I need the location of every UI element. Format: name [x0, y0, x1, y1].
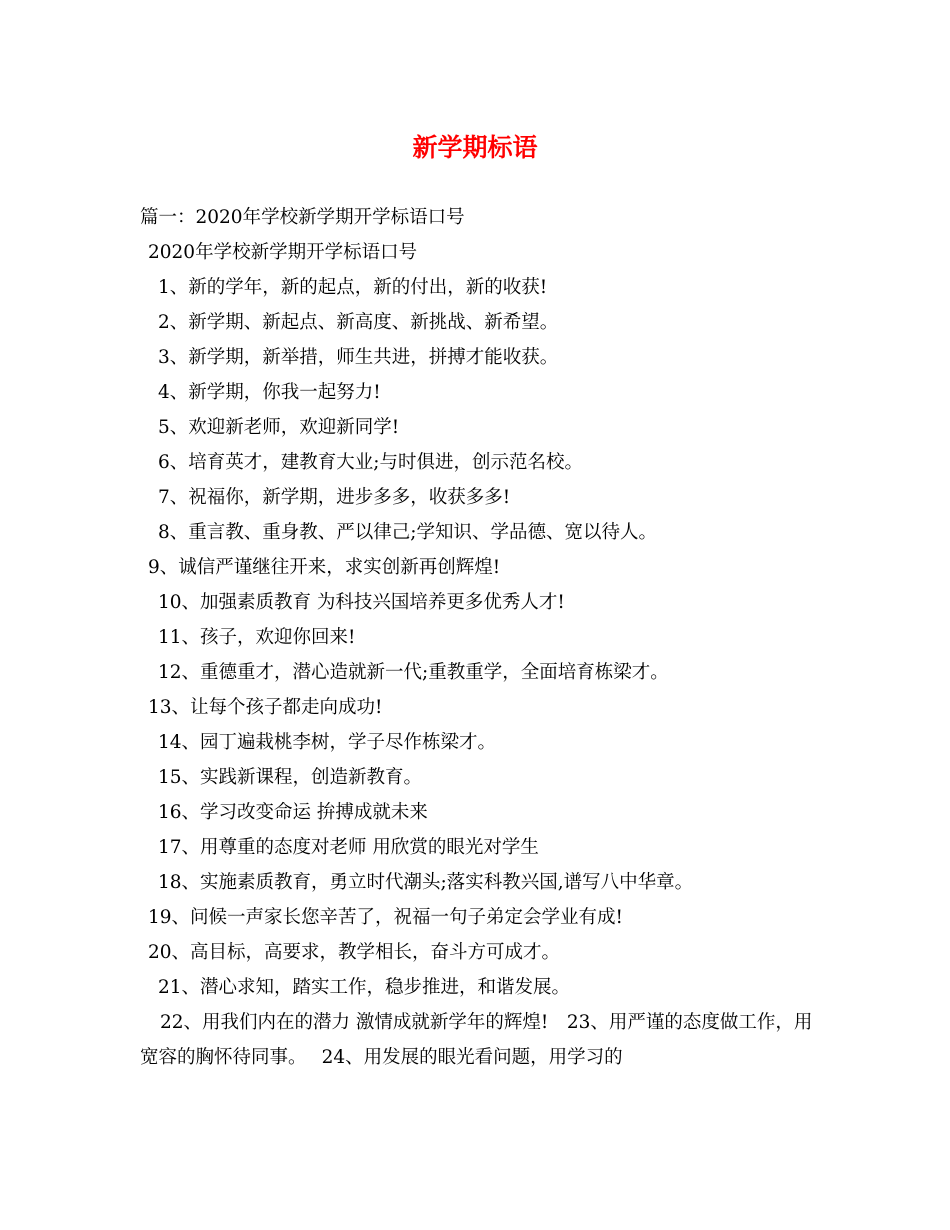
list-item: 7、祝福你，新学期，进步多多，收获多多!: [158, 487, 511, 508]
subheading: 2020年学校新学期开学标语口号: [148, 242, 418, 263]
list-item: 8、重言教、重身教、严以律己;学知识、学品德、宽以待人。: [158, 522, 658, 543]
list-item: 21、潜心求知，踏实工作，稳步推进，和谐发展。: [158, 977, 571, 998]
list-item: 3、新学期，新举措，师生共进，拼搏才能收获。: [158, 347, 559, 368]
list-item: 14、园丁遍栽桃李树，学子尽作栋梁才。: [158, 732, 497, 753]
list-item: 1、新的学年，新的起点，新的付出，新的收获!: [158, 277, 548, 298]
list-item: 11、孩子，欢迎你回来!: [158, 627, 356, 648]
final-paragraph: 22、用我们内在的潜力 激情成就新学年的辉煌! 23、用严谨的态度做工作，用宽容的胸怀待同事。 24、用发展的眼光看问题，用学习的: [140, 1012, 813, 1068]
list-item: 16、学习改变命运 拚搏成就未来: [158, 802, 428, 823]
list-item: 13、让每个孩子都走向成功!: [148, 697, 383, 718]
list-item: 18、实施素质教育，勇立时代潮头;落实科教兴国,谱写八中华章。: [158, 872, 694, 893]
document-body: [140, 200, 820, 1075]
document-title: 新学期标语: [412, 133, 538, 162]
list-item: 4、新学期，你我一起努力!: [158, 382, 381, 403]
list-item: 19、问候一声家长您辛苦了，祝福一句子弟定会学业有成!: [148, 907, 623, 928]
list-item: 6、培育英才，建教育大业;与时俱进，创示范名校。: [158, 452, 584, 473]
list-item: 15、实践新课程，创造新教育。: [158, 767, 423, 788]
list-item: 10、加强素质教育 为科技兴国培养更多优秀人才!: [158, 592, 565, 613]
list-item: 20、高目标，高要求，教学相长，奋斗方可成才。: [148, 942, 561, 963]
list-item: 9、诚信严谨继往开来，求实创新再创辉煌!: [148, 557, 501, 578]
list-item: 17、用尊重的态度对老师 用欣赏的眼光对学生: [158, 837, 539, 858]
list-item: 12、重德重才，潜心造就新一代;重教重学，全面培育栋梁才。: [158, 662, 669, 683]
section-heading: 篇一：2020年学校新学期开学标语口号: [140, 207, 465, 228]
list-item: 2、新学期、新起点、新高度、新挑战、新希望。: [158, 312, 559, 333]
slogan-list: [140, 270, 820, 1005]
list-item: 5、欢迎新老师，欢迎新同学!: [158, 417, 400, 438]
